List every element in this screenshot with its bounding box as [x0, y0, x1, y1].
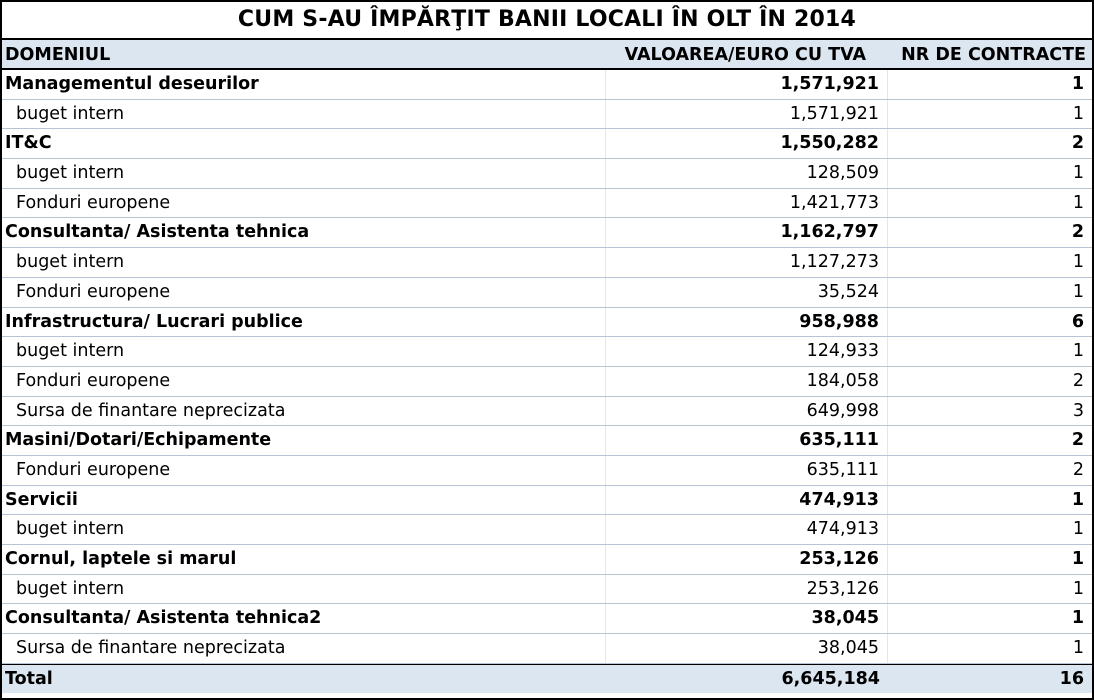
total-label-cell[interactable]: Total	[5, 668, 53, 689]
row-contracts-cell[interactable]: 1	[1072, 578, 1084, 599]
table-row-sub[interactable]	[2, 515, 1092, 545]
table-row-group[interactable]	[2, 129, 1092, 159]
row-contracts-cell[interactable]: 2	[1072, 370, 1084, 391]
row-domain-cell[interactable]: buget intern	[2, 337, 606, 366]
row-value-cell[interactable]: 649,998	[606, 397, 888, 426]
table-row-sub[interactable]	[2, 248, 1092, 278]
table-row-group[interactable]	[2, 545, 1092, 575]
row-contracts-cell[interactable]: 2	[1071, 430, 1084, 451]
column-header-contracts[interactable]: NR DE CONTRACTE	[901, 45, 1086, 65]
table-row-group[interactable]	[2, 604, 1092, 634]
row-domain-cell[interactable]: Sursa de finantare neprecizata	[2, 397, 606, 426]
table-row-group[interactable]	[2, 70, 1092, 100]
row-value-cell[interactable]: 35,524	[606, 278, 888, 307]
row-domain-cell[interactable]: Infrastructura/ Lucrari publice	[2, 308, 606, 337]
row-contracts-cell[interactable]: 1	[1071, 489, 1084, 510]
row-value-cell[interactable]: 1,421,773	[606, 189, 888, 218]
row-value-cell[interactable]: 635,111	[606, 456, 888, 485]
row-contracts-cell[interactable]: 1	[1072, 252, 1084, 273]
column-header-row	[2, 40, 1092, 70]
column-header-domain[interactable]: DOMENIUL	[5, 45, 111, 65]
total-row[interactable]	[2, 664, 1092, 694]
table-row-sub[interactable]	[2, 575, 1092, 605]
row-value-cell[interactable]: 1,550,282	[606, 129, 888, 158]
table-row-sub[interactable]	[2, 100, 1092, 130]
table-row-sub[interactable]	[2, 634, 1092, 664]
row-contracts-cell[interactable]: 1	[1071, 608, 1084, 629]
row-value-cell[interactable]: 38,045	[606, 604, 888, 633]
table-row-sub[interactable]	[2, 159, 1092, 189]
row-value-cell[interactable]: 124,933	[606, 337, 888, 366]
table-row-group[interactable]	[2, 486, 1092, 516]
row-value-cell[interactable]: 128,509	[606, 159, 888, 188]
row-contracts-cell[interactable]: 1	[1071, 74, 1084, 94]
row-domain-cell[interactable]: Fonduri europene	[2, 278, 606, 307]
row-value-cell[interactable]: 1,162,797	[606, 218, 888, 247]
row-domain-cell[interactable]: buget intern	[2, 100, 606, 129]
table-row-group[interactable]	[2, 218, 1092, 248]
row-domain-cell[interactable]: Fonduri europene	[2, 456, 606, 485]
row-value-cell[interactable]: 635,111	[606, 426, 888, 455]
row-value-cell[interactable]: 474,913	[606, 515, 888, 544]
row-value-cell[interactable]: 1,127,273	[606, 248, 888, 277]
row-domain-cell[interactable]: Servicii	[2, 486, 606, 515]
row-value-cell[interactable]: 184,058	[606, 367, 888, 396]
row-value-cell[interactable]: 38,045	[606, 634, 888, 663]
table-row-sub[interactable]	[2, 367, 1092, 397]
row-value-cell[interactable]: 253,126	[606, 575, 888, 604]
row-contracts-cell[interactable]: 1	[1072, 638, 1084, 659]
table-row-sub[interactable]	[2, 337, 1092, 367]
row-domain-cell[interactable]: buget intern	[2, 248, 606, 277]
row-domain-cell[interactable]: Cornul, laptele si marul	[2, 545, 606, 574]
table-row-group[interactable]	[2, 426, 1092, 456]
row-value-cell[interactable]: 958,988	[606, 308, 888, 337]
row-contracts-cell[interactable]: 1	[1072, 519, 1084, 540]
row-contracts-cell[interactable]: 3	[1072, 400, 1084, 421]
row-domain-cell[interactable]: Fonduri europene	[2, 189, 606, 218]
row-domain-cell[interactable]: buget intern	[2, 159, 606, 188]
row-contracts-cell[interactable]: 1	[1072, 281, 1084, 302]
row-domain-cell[interactable]: IT&C	[2, 129, 606, 158]
row-contracts-cell[interactable]: 1	[1072, 103, 1084, 124]
row-contracts-cell[interactable]: 2	[1072, 459, 1084, 480]
row-contracts-cell[interactable]: 2	[1071, 133, 1084, 154]
column-header-value[interactable]: VALOAREA/EURO CU TVA	[624, 45, 866, 65]
row-value-cell[interactable]: 1,571,921	[606, 70, 888, 99]
table-row-sub[interactable]	[2, 189, 1092, 219]
row-contracts-cell[interactable]: 1	[1071, 549, 1084, 569]
row-domain-cell[interactable]: buget intern	[2, 575, 606, 604]
total-contracts-cell[interactable]: 16	[1059, 668, 1084, 689]
row-domain-cell[interactable]: Fonduri europene	[2, 367, 606, 396]
row-contracts-cell[interactable]: 1	[1072, 341, 1084, 362]
row-value-cell[interactable]: 474,913	[606, 486, 888, 515]
table-title: CUM S-AU ÎMPĂRŢIT BANII LOCALI ÎN OLT ÎN 2014	[2, 2, 1092, 40]
row-domain-cell[interactable]: Consultanta/ Asistenta tehnica	[2, 218, 606, 247]
row-contracts-cell[interactable]: 2	[1071, 222, 1084, 243]
table-row-group[interactable]	[2, 308, 1092, 338]
total-value-cell[interactable]: 6,645,184	[781, 668, 880, 689]
row-contracts-cell[interactable]: 1	[1072, 163, 1084, 184]
row-value-cell[interactable]: 1,571,921	[606, 100, 888, 129]
row-domain-cell[interactable]: Managementul deseurilor	[2, 70, 606, 99]
row-domain-cell[interactable]: buget intern	[2, 515, 606, 544]
row-domain-cell[interactable]: Masini/Dotari/Echipamente	[2, 426, 606, 455]
table-row-sub[interactable]	[2, 397, 1092, 427]
row-value-cell[interactable]: 253,126	[606, 545, 888, 574]
row-contracts-cell[interactable]: 6	[1071, 311, 1084, 332]
row-domain-cell[interactable]: Sursa de finantare neprecizata	[2, 634, 606, 663]
table-row-sub[interactable]	[2, 456, 1092, 486]
row-domain-cell[interactable]: Consultanta/ Asistenta tehnica2	[2, 604, 606, 633]
table-row-sub[interactable]	[2, 278, 1092, 308]
row-contracts-cell[interactable]: 1	[1072, 192, 1084, 213]
